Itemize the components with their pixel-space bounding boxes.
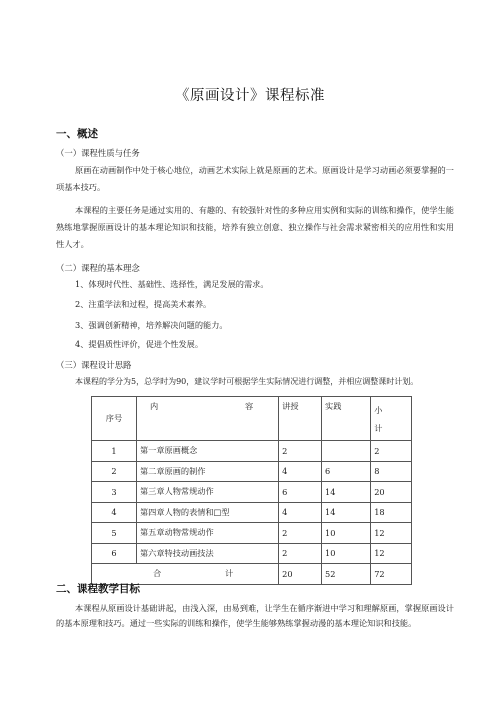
cell-chapter: 第二章原画的制作 <box>136 461 278 482</box>
cell-lecture: 4 <box>279 502 322 523</box>
summary-lecture: 20 <box>279 564 322 585</box>
summary-label-right: 计 <box>224 568 234 579</box>
paragraph-design: 本课程的学分为5，总学时为90，建议学时可根据学生实际情况进行调整，并相应调整课时计划。 <box>75 377 419 386</box>
cell-no: 2 <box>92 461 137 482</box>
cell-lecture: 2 <box>279 523 322 544</box>
subheading-nature-tasks: （一）课程性质与任务 <box>56 148 140 158</box>
concept-item: 4、提倡质性评价，促进个性发展。 <box>75 339 204 349</box>
cell-total: 2 <box>371 441 412 462</box>
header-content <box>136 397 278 441</box>
summary-total: 72 <box>371 564 412 585</box>
cell-total: 8 <box>371 461 412 482</box>
cell-total: 20 <box>371 482 412 503</box>
summary-label-left: 合 <box>153 568 162 579</box>
header-lecture: 讲授 <box>279 397 322 441</box>
concept-item: 1、体现时代性、基础性、选择性，满足发展的需求。 <box>75 279 269 289</box>
cell-total: 12 <box>371 543 412 564</box>
table-row <box>92 543 412 564</box>
summary-practice: 52 <box>322 564 371 585</box>
cell-chapter: 第五章动物常规动作 <box>136 523 278 544</box>
header-content-left: 内 <box>149 401 159 411</box>
cell-practice: 14 <box>322 482 371 503</box>
cell-no: 4 <box>92 502 137 523</box>
cell-no: 6 <box>92 543 137 564</box>
table-row <box>92 441 412 462</box>
paragraph-nature: 原画在动画制作中处于核心地位，动画艺术实际上就是原画的艺术。原画设计是学习动画必须要掌握的一项基本技巧。 <box>56 165 454 192</box>
cell-practice: 10 <box>322 543 371 564</box>
cell-lecture: 2 <box>279 441 322 462</box>
header-no: 序号 <box>92 397 137 441</box>
header-content-right: 容 <box>244 401 254 411</box>
table-header-row <box>92 397 412 441</box>
concept-item: 3、强调创新精神，培养解决问题的能力。 <box>75 320 228 330</box>
paragraph-objectives: 本课程从原画设计基础讲起，由浅入深，由易到难，让学生在循序渐进中学习和理解原画，掌握原画设计的基本原理和技巧。通过一些实际的训练和操作，使学生能够熟练掌握动漫的基本理论知识和技能。 <box>56 603 454 628</box>
header-total-bottom: 计 <box>374 423 383 433</box>
cell-no: 1 <box>92 441 137 462</box>
cell-lecture: 6 <box>279 482 322 503</box>
cell-chapter: 第一章原画概念 <box>136 441 278 462</box>
cell-lecture: 4 <box>279 461 322 482</box>
subheading-concepts: （二）课程的基本理念 <box>56 263 140 273</box>
table-row <box>92 502 412 523</box>
cell-practice <box>322 441 371 462</box>
subheading-design: （三）课程设计思路 <box>56 360 132 370</box>
cell-lecture: 2 <box>279 543 322 564</box>
section-heading-objectives: 二、课程教学目标 <box>56 583 140 595</box>
cell-chapter: 第三章人物常规动作 <box>136 482 278 503</box>
cell-practice: 14 <box>322 502 371 523</box>
page-title: 《原画设计》课程标准 <box>175 88 325 104</box>
cell-total: 18 <box>371 502 412 523</box>
cell-no: 3 <box>92 482 137 503</box>
cell-no: 5 <box>92 523 137 544</box>
cell-practice: 10 <box>322 523 371 544</box>
section-heading-overview: 一、概述 <box>56 128 98 140</box>
header-practice: 实践 <box>322 397 371 441</box>
cell-chapter: 第四章人物的表情和□型 <box>136 502 278 523</box>
header-total-top: 小 <box>374 405 383 415</box>
table-row <box>92 523 412 544</box>
cell-total: 12 <box>371 523 412 544</box>
course-hours-table <box>91 396 412 585</box>
cell-practice: 6 <box>322 461 371 482</box>
table-row <box>92 482 412 503</box>
concept-item: 2、注重学法和过程，提高美术素养。 <box>75 299 212 309</box>
paragraph-tasks: 本课程的主要任务是通过实用的、有趣的、有较强针对性的多种应用实例和实际的训练和操作，使学生能熟练地掌握原画设计的基本理论知识和技能，培养有独立创意、独立操作与社会需求紧密相关的应用性和实用性人才。 <box>56 205 454 249</box>
cell-chapter: 第六章特技动画技法 <box>136 543 278 564</box>
table-row <box>92 461 412 482</box>
header-total <box>371 397 412 441</box>
